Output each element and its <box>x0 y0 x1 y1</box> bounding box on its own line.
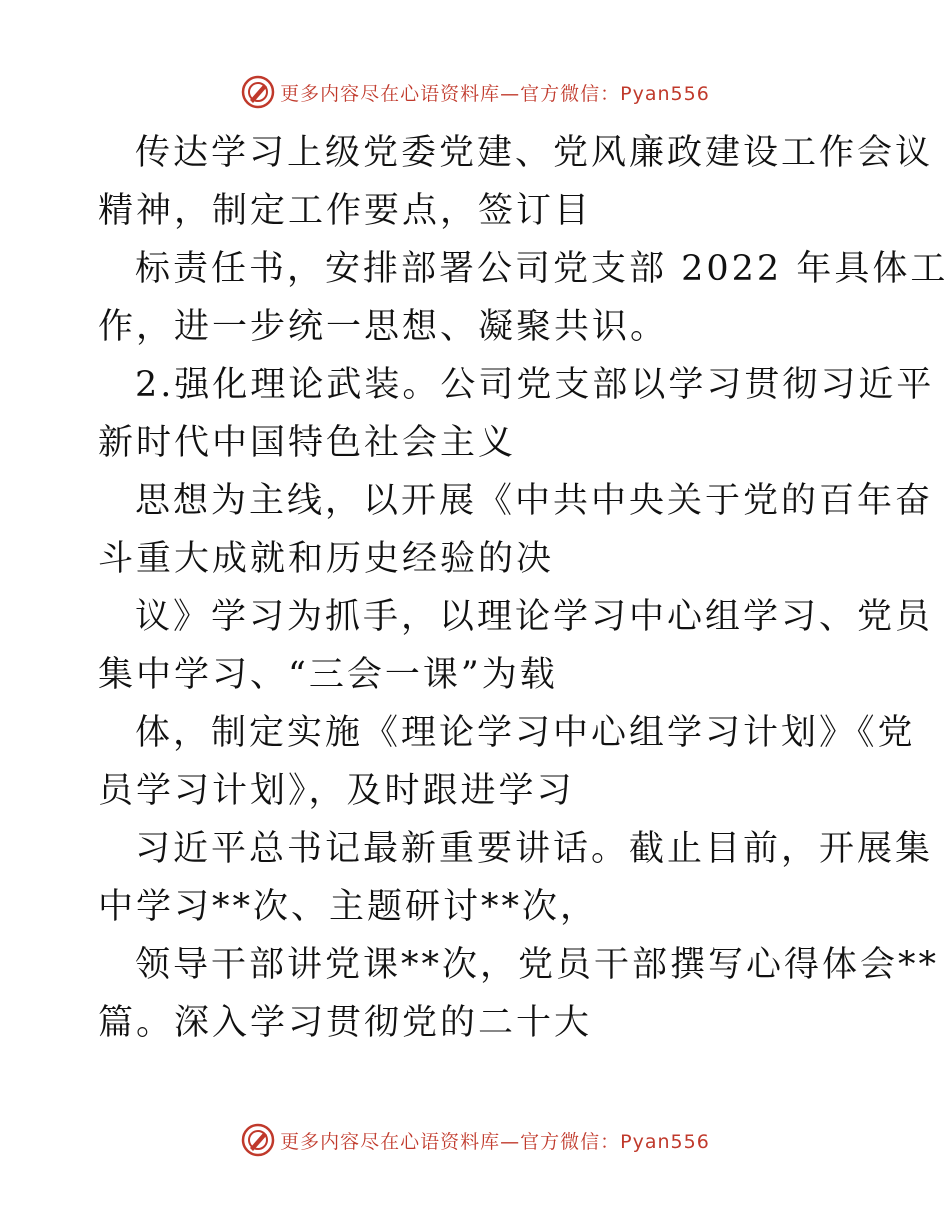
banner-text: 更多内容尽在心语资料库—官方微信：Pyan556 <box>280 82 710 105</box>
text-line: 习近平总书记最新重要讲话。截止目前，开展集 <box>135 829 934 869</box>
wechat-id: Pyan556 <box>620 1130 710 1153</box>
text-line: 标责任书，安排部署公司党支部 2022 年具体工 <box>135 249 949 289</box>
text-line: 议》学习为抓手，以理论学习中心组学习、党员 <box>135 597 934 637</box>
text-line: 领导干部讲党课**次，党员干部撰写心得体会** <box>135 945 940 985</box>
text-line: 中学习**次、主题研讨**次， <box>98 887 599 927</box>
text-line: 作，进一步统一思想、凝聚共识。 <box>98 307 669 347</box>
text-line: 思想为主线，以开展《中共中央关于党的百年奋 <box>135 481 934 521</box>
text-line: 传达学习上级党委党建、党风廉政建设工作会议 <box>135 133 934 173</box>
document-body <box>98 124 949 1052</box>
wechat-id: Pyan556 <box>620 82 710 105</box>
text-line: 集中学习、“三会一课”为载 <box>98 655 558 695</box>
text-line: 篇。深入学习贯彻党的二十大 <box>98 1003 593 1043</box>
brand-logo-icon <box>240 1122 276 1158</box>
text-line: 体，制定实施《理论学习中心组学习计划》《党 <box>135 713 916 753</box>
header-banner <box>0 72 950 112</box>
text-line: 斗重大成就和历史经验的决 <box>98 539 555 579</box>
banner-text: 更多内容尽在心语资料库—官方微信：Pyan556 <box>280 1130 710 1153</box>
footer-banner <box>0 1120 950 1160</box>
text-line: 新时代中国特色社会主义 <box>98 423 517 463</box>
text-line: 员学习计划》，及时跟进学习 <box>98 771 575 811</box>
text-line: 2.强化理论武装。公司党支部以学习贯彻习近平 <box>135 365 935 405</box>
text-line: 精神，制定工作要点，签订目 <box>98 191 593 231</box>
brand-logo-icon <box>240 74 276 110</box>
